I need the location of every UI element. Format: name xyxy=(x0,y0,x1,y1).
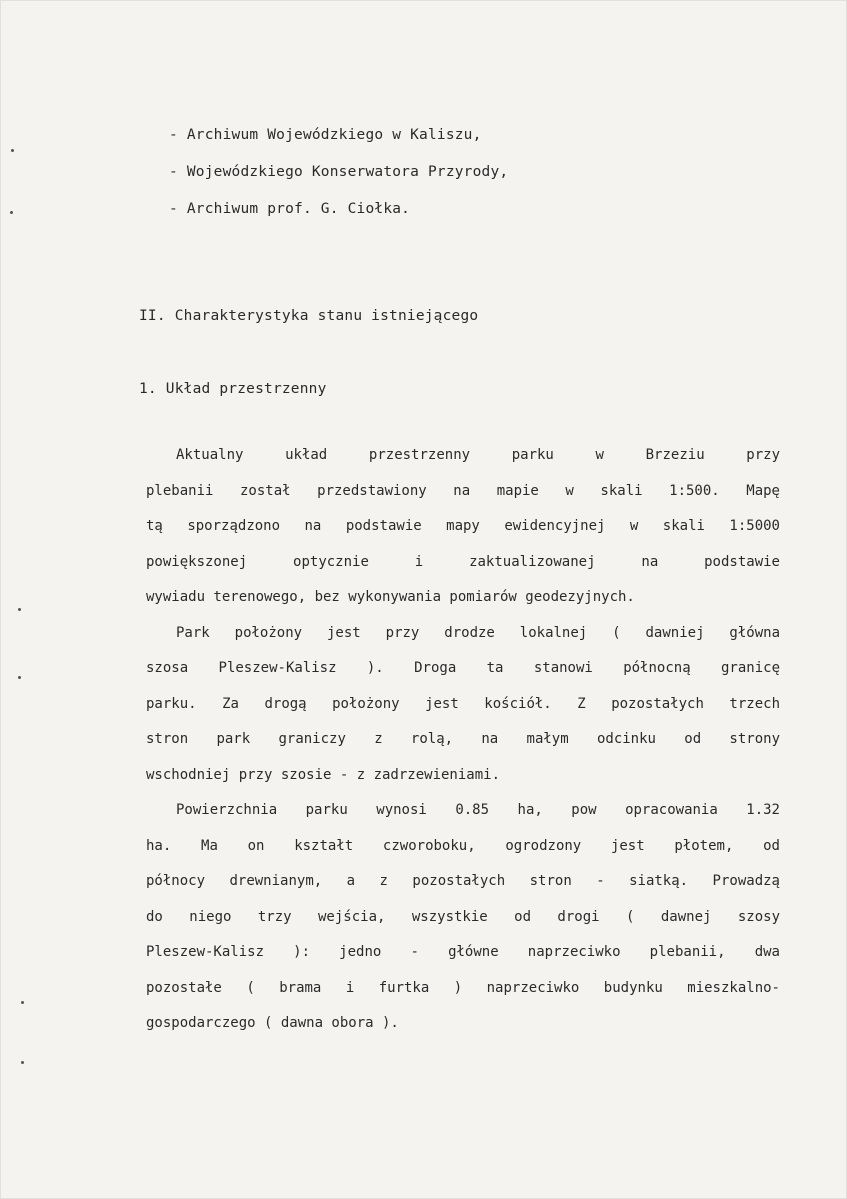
paragraph-line: Pleszew-Kalisz ): jedno - główne naprzeciwko plebanii, dwa xyxy=(146,944,780,960)
paragraph-line: pozostałe ( brama i furtka ) naprzeciwko budynku mieszkalno- xyxy=(146,979,780,996)
source-list-item: - Archiwum Wojewódzkiego w Kaliszu, xyxy=(169,127,482,143)
paragraph-line: wywiadu terenowego, bez wykonywania pomiarów geodezyjnych. xyxy=(146,589,635,605)
source-list-item: - Wojewódzkiego Konserwatora Przyrody, xyxy=(169,164,509,180)
paragraph-line: Powierzchnia parku wynosi 0.85 ha, pow opracowania 1.32 xyxy=(176,802,780,818)
source-list-item: - Archiwum prof. G. Ciołka. xyxy=(169,201,411,217)
paragraph-line: parku. Za drogą położony jest kościół. Z pozostałych trzech xyxy=(146,695,780,712)
scan-speck xyxy=(21,1001,24,1004)
source-list xyxy=(169,127,508,238)
paragraph-line: plebanii został przedstawiony na mapie w skali 1:500. Mapę xyxy=(146,482,780,499)
paragraph-line: szosa Pleszew-Kalisz ). Droga ta stanowi północną granicę xyxy=(146,660,780,676)
paragraph-line: stron park graniczy z rolą, na małym odcinku od strony xyxy=(146,731,780,747)
paragraph-line: ha. Ma on kształt czworoboku, ogrodzony jest płotem, od xyxy=(146,837,780,854)
paragraph-line: powiększonej optycznie i zaktualizowanej na podstawie xyxy=(146,553,780,570)
scan-speck xyxy=(11,149,14,152)
paragraph-line: Aktualny układ przestrzenny parku w Brzeziu przy xyxy=(176,447,780,463)
paragraph-line: Park położony jest przy drodze lokalnej ( dawniej główna xyxy=(176,624,780,641)
paragraph-line: północy drewnianym, a z pozostałych stron - siatką. Prowadzą xyxy=(146,873,780,889)
scan-speck xyxy=(18,676,21,679)
subsection-heading: 1. Układ przestrzenny xyxy=(139,381,327,397)
paragraph-line: gospodarczego ( dawna obora ). xyxy=(146,1015,399,1031)
body-text xyxy=(146,447,780,1051)
section-heading: II. Charakterystyka stanu istniejącego xyxy=(139,308,479,324)
paragraph-line: wschodniej przy szosie - z zadrzewieniami. xyxy=(146,766,501,783)
paragraph-line: do niego trzy wejścia, wszystkie od drogi ( dawnej szosy xyxy=(146,908,780,925)
scan-speck xyxy=(18,608,21,611)
scan-speck xyxy=(10,211,13,214)
paragraph-line: tą sporządzono na podstawie mapy ewidencyjnej w skali 1:5000 xyxy=(146,518,780,534)
scan-speck xyxy=(21,1061,24,1064)
